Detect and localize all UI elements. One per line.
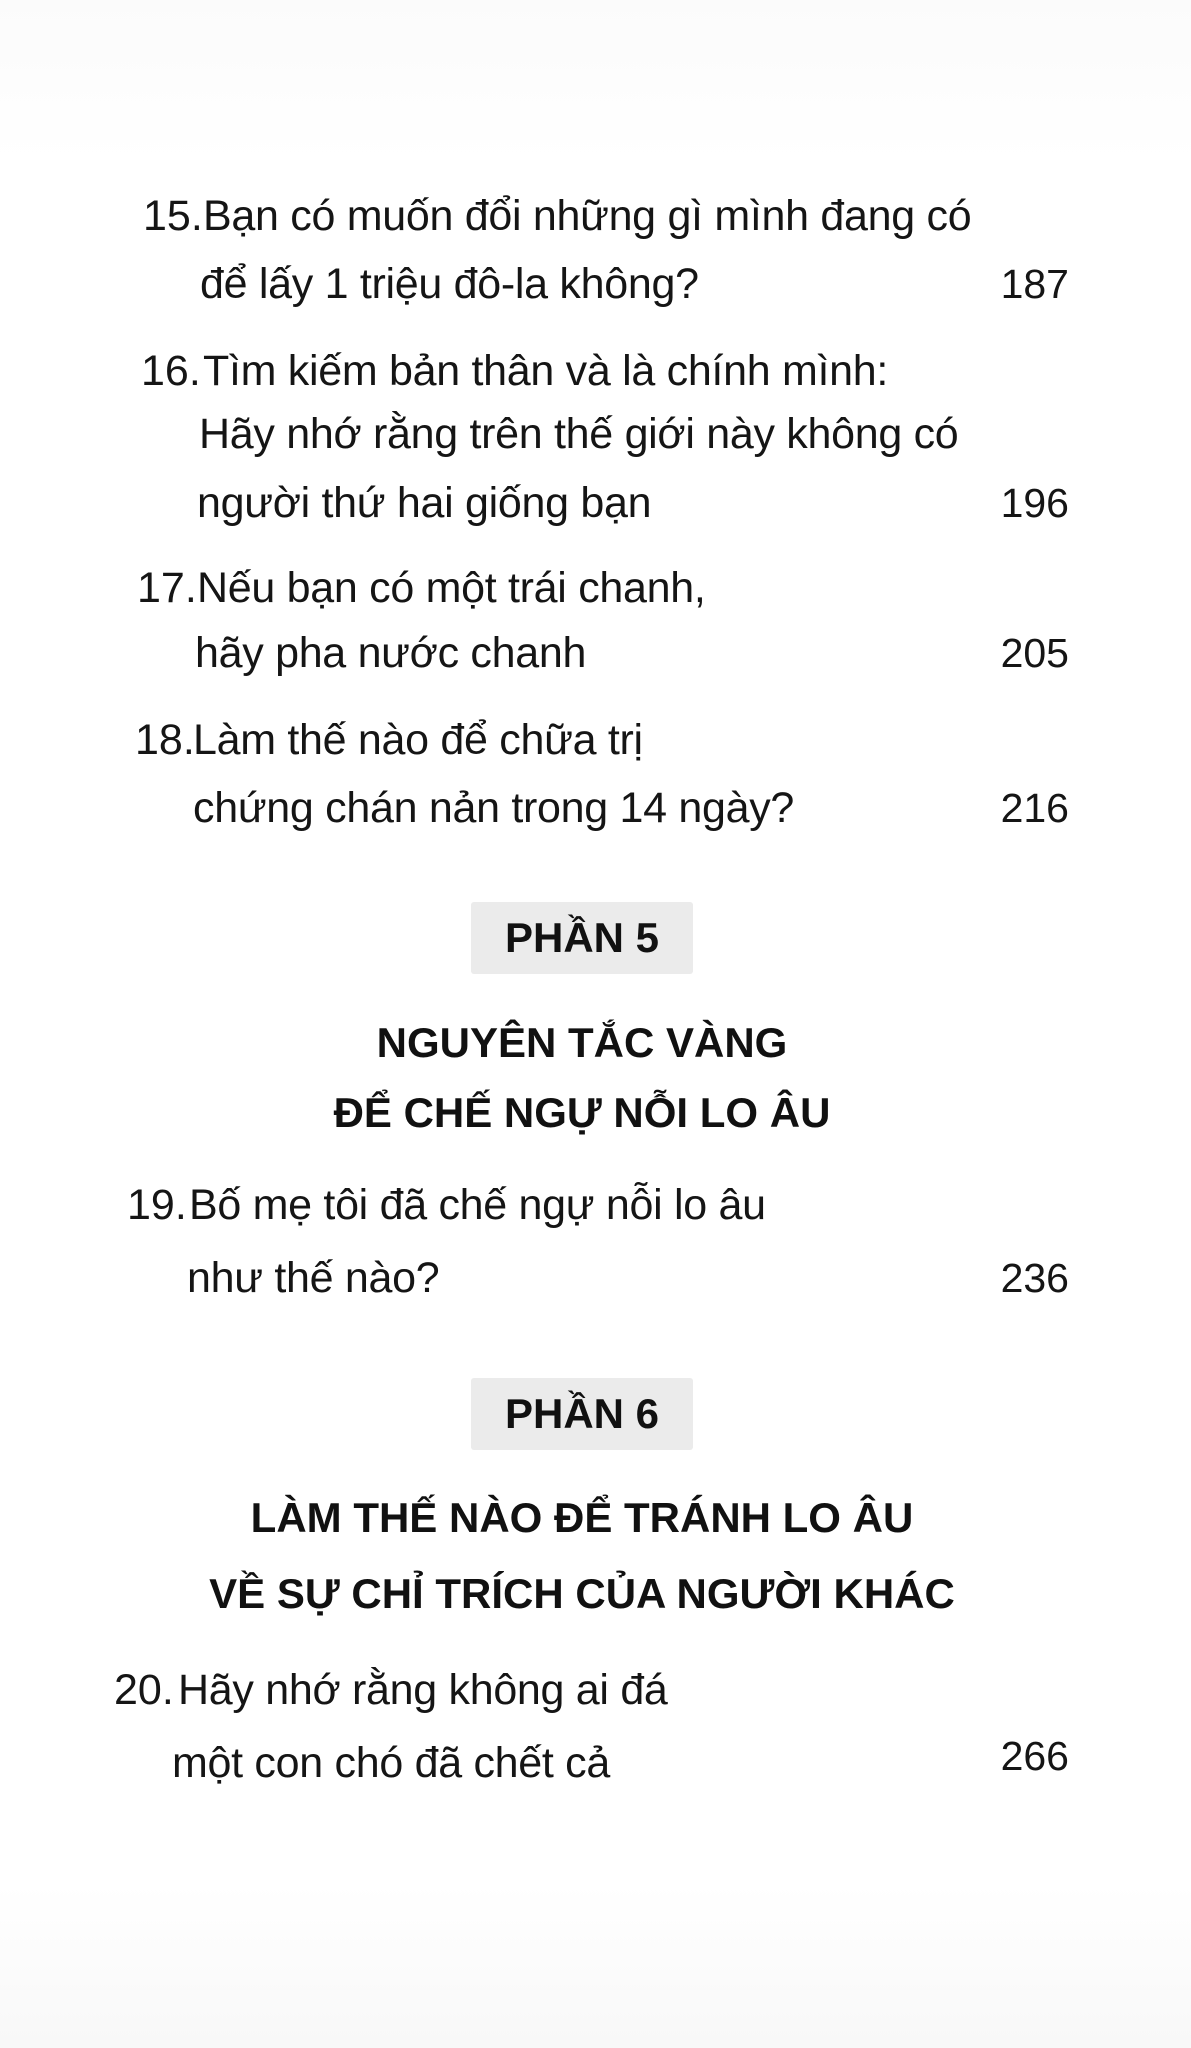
- entry-title-line: Nếu bạn có một trái chanh,: [197, 564, 706, 612]
- page-number: 196: [1000, 480, 1069, 526]
- entry-number: 19.: [127, 1181, 187, 1229]
- page-number: 236: [1000, 1255, 1069, 1301]
- part-label: PHẦN 5: [471, 902, 693, 974]
- part-title-line: VỀ SỰ CHỈ TRÍCH CỦA NGƯỜI KHÁC: [209, 1570, 955, 1617]
- entry-title-line: Hãy nhớ rằng trên thế giới này không có: [199, 410, 959, 458]
- page-number: 187: [1000, 261, 1069, 307]
- part-title-line: LÀM THẾ NÀO ĐỂ TRÁNH LO ÂU: [250, 1494, 914, 1541]
- entry-number: 15.: [143, 192, 203, 240]
- page-number: 266: [1000, 1733, 1069, 1779]
- page-number: 216: [1000, 785, 1069, 831]
- entry-title-line: Tìm kiếm bản thân và là chính mình:: [203, 347, 888, 395]
- entry-title-line: Làm thế nào để chữa trị: [193, 716, 643, 764]
- entry-title-line: chứng chán nản trong 14 ngày?: [193, 784, 795, 832]
- entry-title-line: hãy pha nước chanh: [195, 629, 587, 677]
- entry-number: 17.: [137, 564, 197, 612]
- entry-title-line: một con chó đã chết cả: [172, 1739, 610, 1787]
- entry-number: 20.: [114, 1666, 174, 1714]
- entry-number: 16.: [141, 347, 201, 395]
- page-number: 205: [1000, 630, 1069, 676]
- entry-title-line: Bố mẹ tôi đã chế ngự nỗi lo âu: [189, 1181, 766, 1229]
- part-title-line: ĐỂ CHẾ NGỰ NỖI LO ÂU: [333, 1089, 831, 1136]
- entry-title-line: người thứ hai giống bạn: [197, 479, 652, 527]
- entry-title-line: như thế nào?: [187, 1254, 440, 1302]
- entry-title-line: Bạn có muốn đổi những gì mình đang có: [203, 192, 972, 240]
- part-title-line: NGUYÊN TẮC VÀNG: [376, 1019, 788, 1066]
- entry-title-line: để lấy 1 triệu đô-la không?: [200, 260, 699, 308]
- entry-title-line: Hãy nhớ rằng không ai đá: [178, 1666, 668, 1714]
- entry-number: 18.: [135, 716, 195, 764]
- part-label: PHẦN 6: [471, 1378, 693, 1450]
